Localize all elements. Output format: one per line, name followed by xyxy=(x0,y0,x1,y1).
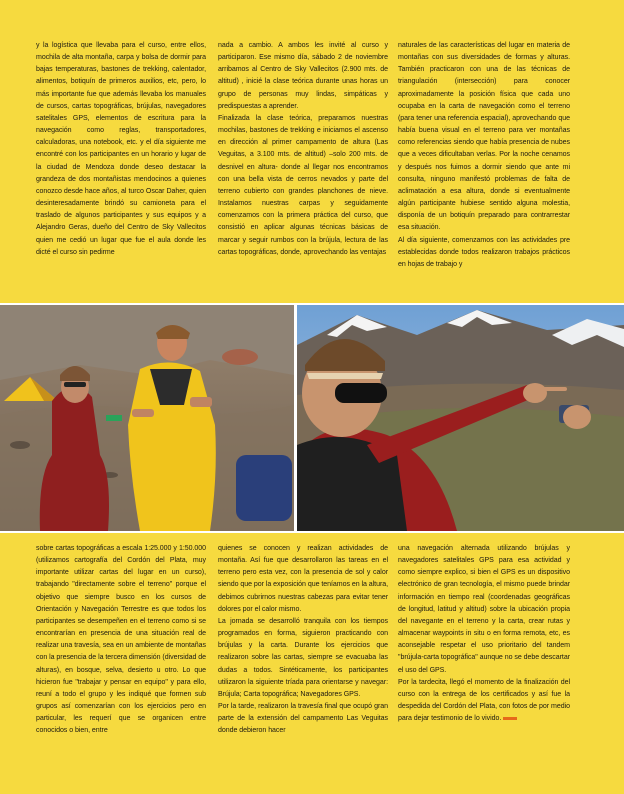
photo-two-men-compasses xyxy=(0,303,294,533)
paragraph: una navegación alternada utilizando brújulas y navegadores satelitales GPS para esa actividad y como siempre explico, si bien el GPS es un dispositivo electrónico de gran tecnología, el mismo puede brindar información en tiempo real (coordenadas geográficas de longitud, latitud y altitud) sobre la ubicación propia del navegante en el terreno y la carta, crear rutas y almacenar waypoints in situ o en forma remota, etc, es aconsejable respetar el uso prioritario del tandem "brújula-carta topográfica" aunque no se debe descartar el uso del GPS. xyxy=(398,545,570,674)
paragraph-group xyxy=(218,40,388,259)
paragraph: Finalizada la clase teórica, preparamos nuestras mochilas, bastones de trekking e iniciamos el ascenso en dirección al primer campamento de altura (Las Veguitas, a 3.100 mts. de altitud) –solo 200 mts. de desnivel en altura- donde al llegar nos encontramos con una bella vista de cerros nevados y parte del terreno cubierto con grandes planchones de nieve. Instalamos nuestras carpas y seguidamente comenzamos con la primera práctica del curso, que consistió en aplicar algunas técnicas básicas de marcar y seguir rumbos con la brújula, lectura de las cartas topográficas, donde, aprovechando las ventajas xyxy=(218,114,388,256)
article-column-bottom-3 xyxy=(398,543,570,768)
paragraph: Por la tardecita, llegó el momento de la finalización del curso con la entrega de los certificados y así fue la despedida del Cordón del Plata, con fotos de por medio para dejar testimonio de lo vivido. xyxy=(398,678,570,723)
article-column-top-1 xyxy=(36,40,206,300)
end-of-article-mark xyxy=(503,717,517,720)
article-column-top-3 xyxy=(398,40,570,300)
paragraph: nada a cambio. A ambos les invité al curso y participaron. Ese mismo día, sábado 2 de noviembre arribamos al Centro de Sky Vallecitos (2.900 mts. de altitud) , inicié la clase teórica durante unas horas un grupo de personas muy lindas, simpáticas y predispuestas a aprender. xyxy=(218,42,388,110)
paragraph: La jornada se desarrolló tranquila con los tiempos programados en forma, siguieron practicando con brújulas y la carta. Durante los ejercicios que realizaron sobre las cartas, siempre se evacuaba las dudas a todos. Sintéticamente, los participantes utilizaron la siguiente tríada para orientarse y navegar: Brújula; Carta topográfica; Navegadores GPS. xyxy=(218,617,388,698)
paragraph-group xyxy=(398,543,570,725)
article-column-bottom-2 xyxy=(218,543,388,768)
article-column-top-2 xyxy=(218,40,388,300)
paragraph: Al día siguiente, comenzamos con las actividades pre establecidas donde todos realizaron trabajos prácticos en hojas de trabajo y xyxy=(398,236,570,268)
paragraph-group xyxy=(398,40,570,271)
paragraph: quienes se conocen y realizan actividades de montaña. Así fue que desarrollaron las tareas en el terreno pero esta vez, con la presencia de sol y calor siendo que por la exposición que teníamos en la altura, debimos cubrirnos nuestras cabezas para evitar tener dolores por el calor mismo. xyxy=(218,545,388,613)
campsite-photo-illustration xyxy=(0,305,294,531)
paragraph: y la logística que llevaba para el curso, entre ellos, mochila de alta montaña, carpa y bolsa de dormir para bajas temperaturas, bastones de trekking, calentador, alimentos, botiquín de primeros auxilios, etc, pero, lo más importante fue que además llevaba los manuales de cursos, cartas topográficas, brújulas, navegadores satelitales GPS, elementos de escritura para la navegación como reglas, transportadores, calculadoras, una notebook, etc. y el día siguiente me encontré con los participantes en un horario y lugar de la ciudad de Mendoza donde deseo destacar la grandeza de dos montañistas mendocinos a quienes conozco desde hace años, al turco Oscar Daher, quien desinteresadamente brindó su camioneta para el traslado de algunos participantes y sus equipos y a Alejandro Geras, dueño del Centro de Sky Vallecitos quien me cedió un lugar que fue el aula donde les dicté el curso sin pedirme xyxy=(36,42,206,256)
paragraph: naturales de las características del lugar en materia de montañas con sus diversidades de formas y alturas. También practicaron con una de las técnicas de triangulación (intersección) para conocer aproximadamente la posición física que cada uno ocupaba en la carta de navegación como el terreno (para tener una referencia espacial), aprovechando que había buena visual en el terreno para ver montañas como referencias siendo que había presencia de nubes que a veces dificultaban verlas. Por la noche cenamos y después nos fuimos a dormir siendo que ante mi consulta, ninguno manifestó problemas de falta de aclimatación a esa altura, donde si eventualmente algún participante hubiese sentido alguna molestia, disponía de un botiquín preparado para contrarrestar esa situación. xyxy=(398,42,570,232)
paragraph-group xyxy=(218,543,388,738)
paragraph: Por la tarde, realizaron la travesía final que ocupó gran parte de la extensión del campamento Las Veguitas donde debieron hacer xyxy=(218,703,388,735)
article-column-bottom-1 xyxy=(36,543,206,768)
mountain-photo-illustration xyxy=(297,305,624,531)
paragraph: sobre cartas topográficas a escala 1:25.000 y 1:50.000 (utilizamos cartografía del Cordón del Plata, muy importante utilizar cartas del lugar en un curso), trabajando "directamente sobre el terreno" porque el objetivo que siempre busco en los cursos de Orientación y Navegación Terrestre es que todos los participantes se desempeñen en el terreno como si se encontrarían en presencia de una situación real de realizar una travesía, sea en un ambiente de montañas con la presencia de la tercera dimensión (diversidad de alturas), en bosque, selva, desierto u otro. Lo que hicieron fue "trabajar y pensar en equipo" y para ello, reuní a todo el grupo y les indiqué que formen sub grupos así comenzarían con los ejercicios pero en particular, les requerí que se organicen entre conocidos o bien, entre xyxy=(36,545,206,735)
photo-man-goggles-pointing xyxy=(297,303,624,533)
goggles xyxy=(335,383,387,403)
